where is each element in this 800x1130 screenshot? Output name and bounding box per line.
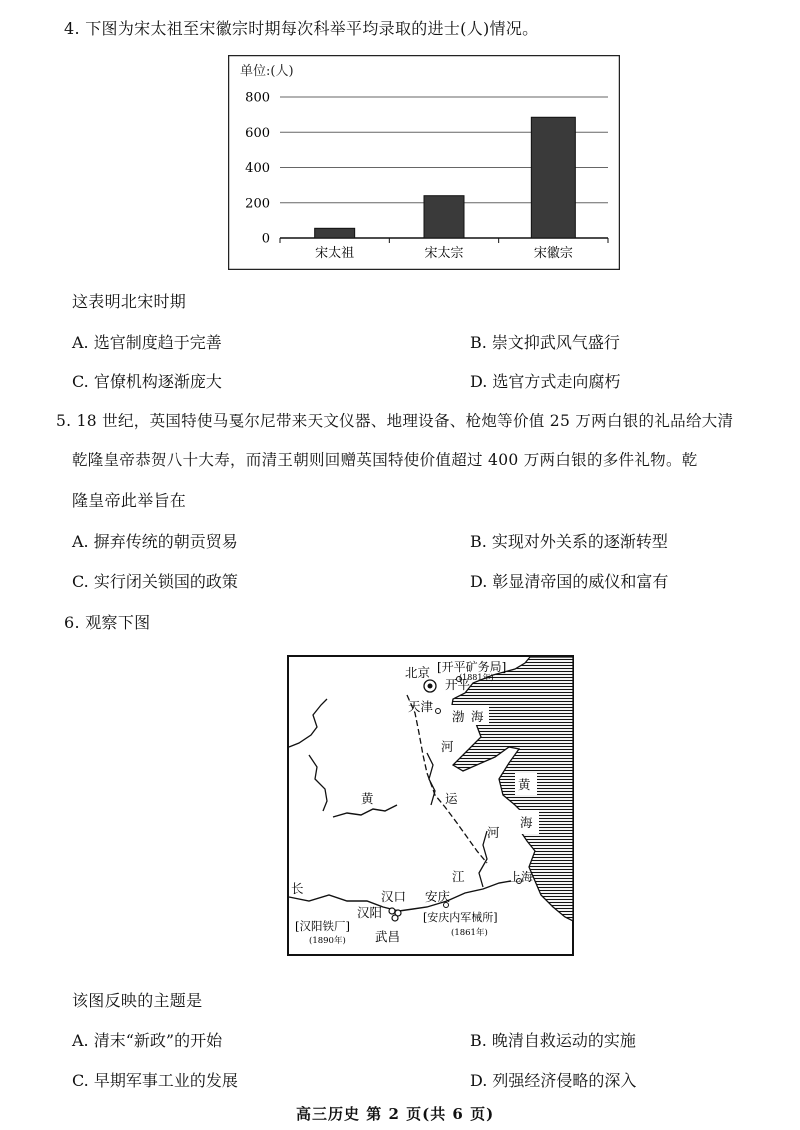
bar-1 — [315, 228, 355, 238]
y-tick-label: 0 — [261, 231, 270, 247]
tianjin-marker — [436, 709, 441, 714]
x-category-label: 宋徽宗 — [533, 246, 573, 261]
hankou-marker — [389, 908, 395, 914]
map-label-jiang: 江 — [452, 869, 465, 884]
q4-option-a[interactable]: A. 选官制度趋于完善 — [72, 333, 222, 352]
q6-option-d[interactable]: D. 列强经济侵略的深入 — [470, 1071, 637, 1090]
map-label-huang: 黄 — [361, 791, 374, 806]
map-label-bohai-2: 海 — [471, 709, 484, 724]
page-footer: 高三历史 第 2 页(共 6 页) — [296, 1105, 495, 1123]
map-label-kaiping-year: (1881年) — [459, 673, 494, 682]
q4-option-b[interactable]: B. 崇文抑武风气盛行 — [470, 333, 620, 352]
beijing-marker-dot — [428, 684, 433, 689]
map-label-chang: 长 — [291, 881, 304, 896]
q5-option-a[interactable]: A. 摒弃传统的朝贡贸易 — [72, 532, 238, 551]
bar-3 — [531, 117, 575, 238]
map-label-huanghai-2: 海 — [520, 815, 533, 830]
q6-stem: 6. 观察下图 — [64, 613, 151, 632]
q5-option-d[interactable]: D. 彰显清帝国的威仪和富有 — [470, 572, 669, 591]
bar-chart-svg — [228, 55, 620, 270]
map-label-anqing: 安庆 — [425, 889, 451, 904]
map-label-shanghai: 上海 — [509, 870, 534, 884]
q4-option-d[interactable]: D. 选官方式走向腐朽 — [470, 372, 621, 391]
q5-option-c[interactable]: C. 实行闭关锁国的政策 — [72, 572, 238, 591]
x-category-label: 宋太宗 — [424, 246, 464, 261]
q6-option-c[interactable]: C. 早期军事工业的发展 — [72, 1071, 238, 1090]
q6-option-b[interactable]: B. 晚清自救运动的实施 — [470, 1031, 636, 1050]
map-label-kaiping: 开平 — [445, 677, 471, 692]
q5-stem-line2: 乾隆皇帝恭贺八十大寿，而清王朝则回赠英国特使价值超过 400 万两白银的多件礼物。乾 — [72, 451, 698, 469]
map-label-he-1: 河 — [441, 739, 454, 754]
map-label-huanghai-1: 黄 — [518, 777, 531, 792]
q5-option-b[interactable]: B. 实现对外关系的逐渐转型 — [470, 532, 668, 551]
map-label-hanyang-year: (1890年) — [309, 936, 346, 946]
q4-lead: 这表明北宋时期 — [72, 292, 187, 311]
map-label-yun: 运 — [445, 791, 458, 806]
map-label-he-2: 河 — [487, 825, 500, 840]
q4-option-c[interactable]: C. 官僚机构逐渐庞大 — [72, 372, 222, 391]
map-label-anqing-arsenal: [安庆内军械所] — [423, 911, 498, 924]
y-tick-label: 800 — [245, 90, 270, 106]
q5-stem-line3: 隆皇帝此举旨在 — [72, 491, 187, 510]
map-label-beijing: 北京 — [405, 665, 431, 680]
q4-stem: 4. 下图为宋太祖至宋徽宗时期每次科举平均录取的进士(人)情况。 — [64, 19, 539, 38]
chart-unit-label: 单位:(人) — [240, 64, 294, 79]
x-category-label: 宋太祖 — [315, 246, 355, 261]
map-svg — [287, 655, 574, 956]
map-figure — [287, 655, 574, 956]
bar-chart — [228, 55, 620, 270]
wuchang-marker — [392, 915, 398, 921]
map-label-kaiping-bureau: [开平矿务局] — [437, 660, 507, 674]
map-label-hanyang-works: [汉阳铁厂] — [295, 919, 350, 933]
y-tick-label: 600 — [245, 125, 270, 141]
map-label-hankou: 汉口 — [381, 889, 407, 904]
map-label-bohai-1: 渤 — [452, 709, 465, 724]
y-tick-label: 200 — [245, 196, 270, 212]
q5-stem-line1: 5. 18 世纪，英国特使马戛尔尼带来天文仪器、地理设备、枪炮等价值 25 万两白银的礼品给大清 — [56, 412, 734, 430]
map-label-anqing-year: (1861年) — [451, 928, 488, 938]
map-label-wuchang: 武昌 — [375, 929, 401, 944]
q6-lead: 该图反映的主题是 — [72, 991, 203, 1010]
map-label-tianjin: 天津 — [408, 699, 434, 714]
y-tick-label: 400 — [245, 161, 270, 176]
bar-2 — [424, 196, 464, 238]
q6-option-a[interactable]: A. 清末“新政”的开始 — [72, 1031, 223, 1050]
map-label-hanyang: 汉阳 — [357, 905, 383, 920]
